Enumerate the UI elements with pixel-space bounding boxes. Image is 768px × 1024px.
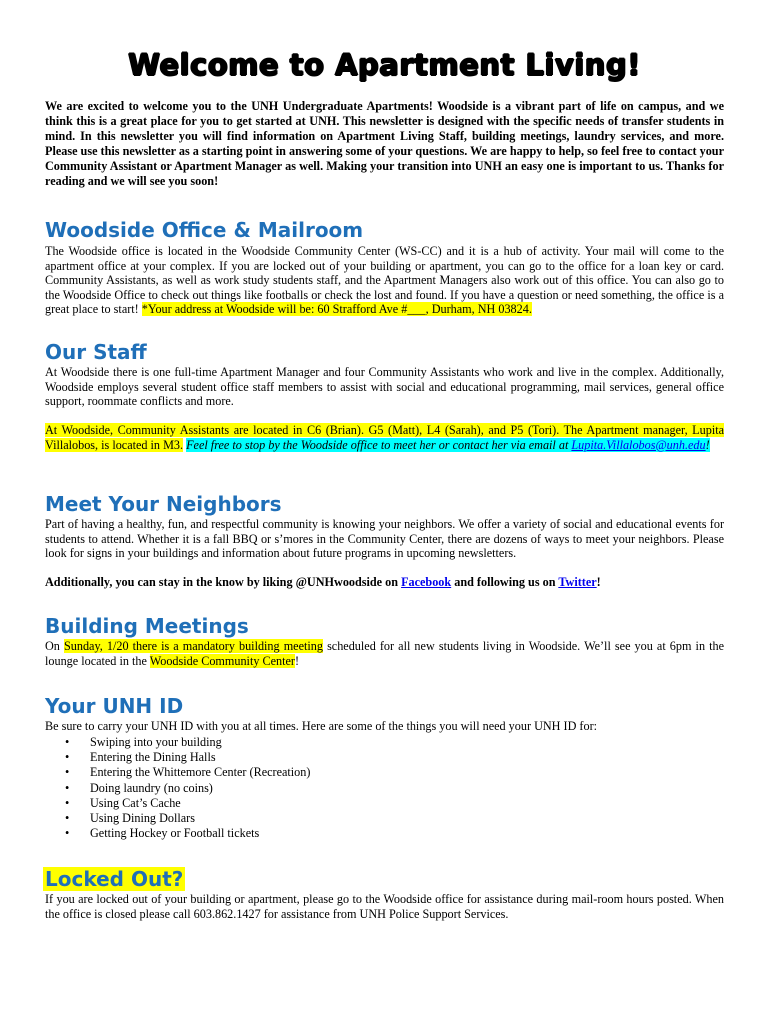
intro-paragraph: We are excited to welcome you to the UNH Undergraduate Apartments! Woodside is a vibrant part of life on campus, and we think this is a great place for you to get started at UNH. This newsletter is designed with the specific needs of transfer students in mind. In this newsletter you will find information on Apartment Living Staff, building meetings, laundry services, and more. Please use this newsletter as a starting point in answering some of your questions. We are happy to help, so feel free to contact your Community Assistant or Apartment Manager as well. Making your transition into UNH an easy one is important to us. Thanks for reading and we will see you soon! bbox=[45, 99, 724, 189]
list-item bbox=[45, 765, 310, 780]
list-item-text: Using Cat’s Cache bbox=[90, 795, 181, 810]
neighbors-body: Part of having a healthy, fun, and respectful community is knowing your neighbors. We offer a variety of social and educational events for students to attend. Whether it is a fall BBQ or s’mores in the Community Center, there are dozens of ways to meet your neighbors. Please look for signs in your buildings and information about future programs in upcoming newsletters. bbox=[45, 517, 724, 561]
list-item-text: Doing laundry (no coins) bbox=[90, 780, 213, 795]
address-highlight: *Your address at Woodside will be: 60 Strafford Ave #___, Durham, NH 03824. bbox=[141, 302, 532, 317]
meetings-on: On bbox=[45, 639, 60, 653]
list-item-text: Swiping into your building bbox=[90, 735, 222, 749]
list-item bbox=[45, 781, 310, 796]
staff-contact-text: Feel free to stop by the Woodside office to meet her or contact her via email at bbox=[186, 437, 569, 452]
social-paragraph bbox=[45, 575, 724, 590]
unh-id-list bbox=[45, 735, 310, 841]
bullet-icon: • bbox=[65, 765, 70, 780]
email-link[interactable]: Lupita.Villalobos@unh.edu bbox=[571, 437, 706, 452]
staff-locations: At Woodside, Community Assistants are located in C6 (Brian). G5 (Matt), L4 (Sarah), and P5 (Tori). The Apartment manager, Lupita Villalobos, is located in M3. bbox=[45, 423, 724, 452]
office-paragraph bbox=[45, 244, 724, 317]
meetings-body: scheduled for all new students living in Woodside. We’ll see you at 6pm in the lounge located in the bbox=[45, 639, 725, 668]
bullet-icon: • bbox=[65, 750, 70, 765]
unh-id-heading: Your UNH ID bbox=[45, 694, 184, 718]
bullet-icon: • bbox=[65, 735, 70, 749]
staff-body: At Woodside there is one full-time Apartment Manager and four Community Assistants who work and live in the complex. Additionally, Woodside employs several student office staff members to assist with social and educational programming, mail services, general office support, roommate conflicts and more. bbox=[45, 365, 724, 409]
social-pre: Additionally, you can stay in the know by liking @UNHwoodside on bbox=[45, 575, 399, 589]
list-item bbox=[45, 750, 310, 765]
facebook-link[interactable]: Facebook bbox=[401, 575, 452, 589]
social-end: ! bbox=[596, 575, 601, 589]
list-item bbox=[45, 811, 310, 826]
staff-contact-end: ! bbox=[705, 437, 710, 452]
list-item-text: Using Dining Dollars bbox=[90, 811, 195, 826]
staff-locations-paragraph bbox=[45, 423, 724, 452]
list-item bbox=[45, 796, 310, 811]
locked-out-heading: Locked Out? bbox=[45, 867, 184, 891]
list-item bbox=[45, 826, 310, 841]
bullet-icon: • bbox=[65, 826, 70, 841]
bullet-icon: • bbox=[65, 780, 70, 795]
locked-out-body: If you are locked out of your building or apartment, please go to the Woodside office for assistance during mail-room hours posted. When the office is closed please call 603.862.1427 for assistance from UNH Police Support Services. bbox=[45, 892, 724, 921]
bullet-icon: • bbox=[65, 811, 70, 826]
neighbors-heading: Meet Your Neighbors bbox=[45, 492, 282, 516]
unh-id-intro: Be sure to carry your UNH ID with you at all times. Here are some of the things you will need your UNH ID for: bbox=[45, 719, 598, 733]
twitter-link[interactable]: Twitter bbox=[558, 575, 597, 589]
social-mid: and following us on bbox=[454, 575, 556, 589]
list-item bbox=[45, 735, 310, 750]
list-item-text: Entering the Dining Halls bbox=[90, 750, 216, 765]
meetings-heading: Building Meetings bbox=[45, 614, 249, 638]
staff-heading: Our Staff bbox=[45, 340, 147, 364]
meeting-place-highlight: Woodside Community Center bbox=[149, 653, 295, 668]
meetings-paragraph bbox=[45, 639, 724, 668]
page-title: Welcome to Apartment Living! bbox=[128, 48, 641, 82]
meeting-date-highlight: Sunday, 1/20 there is a mandatory building meeting bbox=[64, 639, 323, 653]
office-heading: Woodside Office & Mailroom bbox=[45, 218, 364, 242]
bullet-icon: • bbox=[65, 795, 70, 810]
staff-contact bbox=[186, 438, 710, 452]
list-item-text: Entering the Whittemore Center (Recreation) bbox=[90, 765, 311, 780]
list-item-text: Getting Hockey or Football tickets bbox=[90, 826, 260, 841]
office-body: The Woodside office is located in the Woodside Community Center (WS-CC) and it is a hub of activity. Your mail will come to the apartment office at your complex. If you are locked out of your building or apartment, you can go to the office for a loan key or card. Community Assistants, as well as work study students staff, and the Apartment Managers also work out of this office. You can also go to the Woodside Office to check out things like footballs or check the lost and found. If you have a question or need something, the office is a great place to start! bbox=[45, 244, 724, 317]
meetings-end: ! bbox=[294, 653, 300, 668]
